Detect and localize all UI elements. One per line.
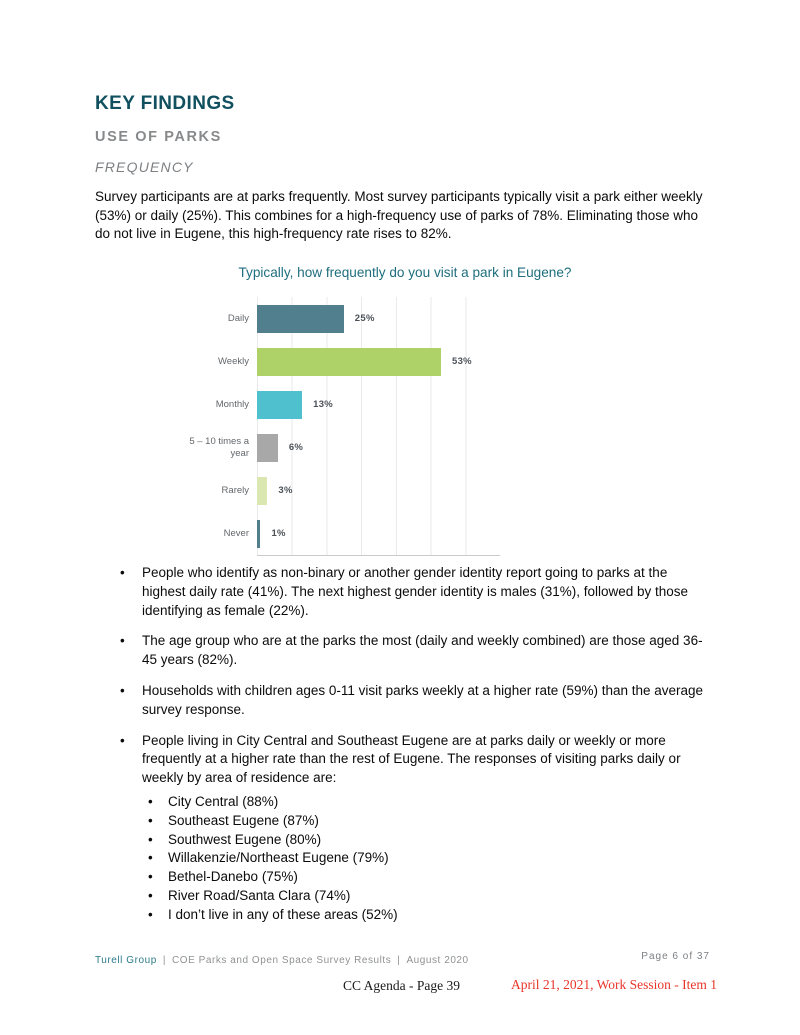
sub-bullet-item	[142, 887, 712, 906]
key-findings-bullet-list	[95, 564, 712, 937]
sub-bullet-text: Southeast Eugene (87%)	[168, 812, 319, 828]
footer-report-title: COE Parks and Open Space Survey Results	[171, 955, 392, 966]
chart-category-label: Weekly	[218, 355, 249, 367]
bullet-marker: •	[120, 565, 125, 580]
chart-category-label: Daily	[227, 312, 249, 324]
sub-bullet-item	[142, 868, 712, 887]
sub-bullet-marker: •	[148, 812, 153, 828]
footer-date: August 2020	[406, 955, 469, 966]
chart-bar	[257, 520, 260, 548]
sub-bullet-marker: •	[148, 831, 153, 847]
sub-bullet-text: Bethel-Danebo (75%)	[168, 869, 298, 885]
bullet-marker: •	[120, 633, 125, 649]
chart-category-label: 5 – 10 times a year	[189, 436, 249, 459]
chart-value-label: 1%	[271, 528, 286, 539]
chart-value-label: 6%	[288, 442, 304, 453]
chart-bar	[257, 305, 344, 333]
session-note: April 21, 2021, Work Session - Item 1	[510, 977, 717, 992]
bullet-item	[95, 632, 712, 670]
chart-bar	[257, 391, 302, 419]
chart-row	[257, 383, 500, 426]
chart-plot	[183, 297, 627, 556]
footer-brand: Turell Group	[95, 955, 157, 966]
chart-plot-area	[257, 297, 500, 556]
bullet-item	[95, 682, 712, 720]
chart-bar	[257, 348, 441, 376]
chart-bar	[257, 434, 278, 462]
sub-bullet-item	[142, 812, 712, 831]
sub-bullet-text: City Central (88%)	[168, 793, 279, 809]
sub-bullet-text: River Road/Santa Clara (74%)	[168, 887, 351, 903]
cc-agenda-stamp: CC Agenda - Page 39	[343, 978, 460, 993]
chart-value-label: 53%	[451, 356, 472, 367]
bullet-text: People who identify as non-binary or another gender identity report going to parks at the highest daily rate (41%). The next highest gender identity is males (31%), followed by those identifying as female (22%).	[142, 565, 689, 618]
sub-bullet-item	[142, 831, 712, 850]
sub-bullet-text: Willakenzie/Northeast Eugene (79%)	[168, 850, 389, 866]
bullet-text: The age group who are at the parks the most (daily and weekly combined) are those aged 36-45 years (82%).	[142, 633, 703, 668]
bullet-text: People living in City Central and Southeast Eugene are at parks daily or weekly or more frequently at a higher rate than the rest of Eugene. The responses of visiting parks daily or weekly by area of residence are:	[142, 732, 681, 786]
sub-bullet-marker: •	[148, 869, 153, 885]
chart-row	[257, 426, 500, 469]
footer-report-line	[95, 955, 469, 966]
page-title: KEY FINDINGS	[95, 93, 235, 114]
sub-bullet-marker: •	[148, 793, 153, 809]
section-heading: USE OF PARKS	[95, 129, 222, 145]
chart-value-label: 3%	[278, 485, 293, 496]
bullet-marker: •	[120, 682, 125, 698]
bullet-text: Households with children ages 0-11 visit parks weekly at a higher rate (59%) than the average survey response.	[142, 682, 704, 717]
chart-category-label: Monthly	[215, 398, 249, 410]
footer-separator: |	[397, 955, 401, 966]
chart-title: Typically, how frequently do you visit a park in Eugene?	[238, 265, 572, 280]
frequency-bar-chart	[183, 264, 627, 556]
sub-bullet-text: I don’t live in any of these areas (52%)	[168, 906, 398, 922]
chart-category-label: Never	[223, 527, 249, 539]
intro-paragraph: Survey participants are at parks frequently. Most survey participants typically visit a park either weekly (53%) or daily (25%). This combines for a high-frequency use of parks of 78%. Eliminating those who do not live in Eugene, this high-frequency rate rises to 82%.	[95, 189, 703, 242]
subsection-heading: FREQUENCY	[95, 159, 194, 175]
chart-row	[257, 297, 500, 340]
sub-bullet-item	[142, 906, 712, 925]
chart-category-axis	[183, 297, 257, 556]
bullet-item	[95, 732, 712, 925]
sub-bullet-marker: •	[148, 850, 153, 866]
chart-category-label: Rarely	[221, 484, 249, 496]
chart-row	[257, 340, 500, 383]
sub-bullet-item	[142, 849, 712, 868]
sub-bullet-item	[142, 793, 712, 812]
sub-bullet-marker: •	[148, 906, 153, 922]
chart-bar	[257, 477, 267, 505]
chart-row	[257, 512, 500, 555]
sub-bullet-list	[142, 793, 712, 925]
bullet-item	[95, 564, 712, 620]
chart-row	[257, 469, 500, 512]
sub-bullet-text: Southwest Eugene (80%)	[168, 831, 322, 847]
chart-value-label: 25%	[354, 313, 375, 324]
page-number-indicator: Page 6 of 37	[641, 951, 710, 962]
chart-value-label: 13%	[313, 399, 334, 410]
sub-bullet-marker: •	[148, 887, 153, 903]
bullet-marker: •	[120, 732, 125, 748]
footer-separator: |	[162, 955, 166, 966]
